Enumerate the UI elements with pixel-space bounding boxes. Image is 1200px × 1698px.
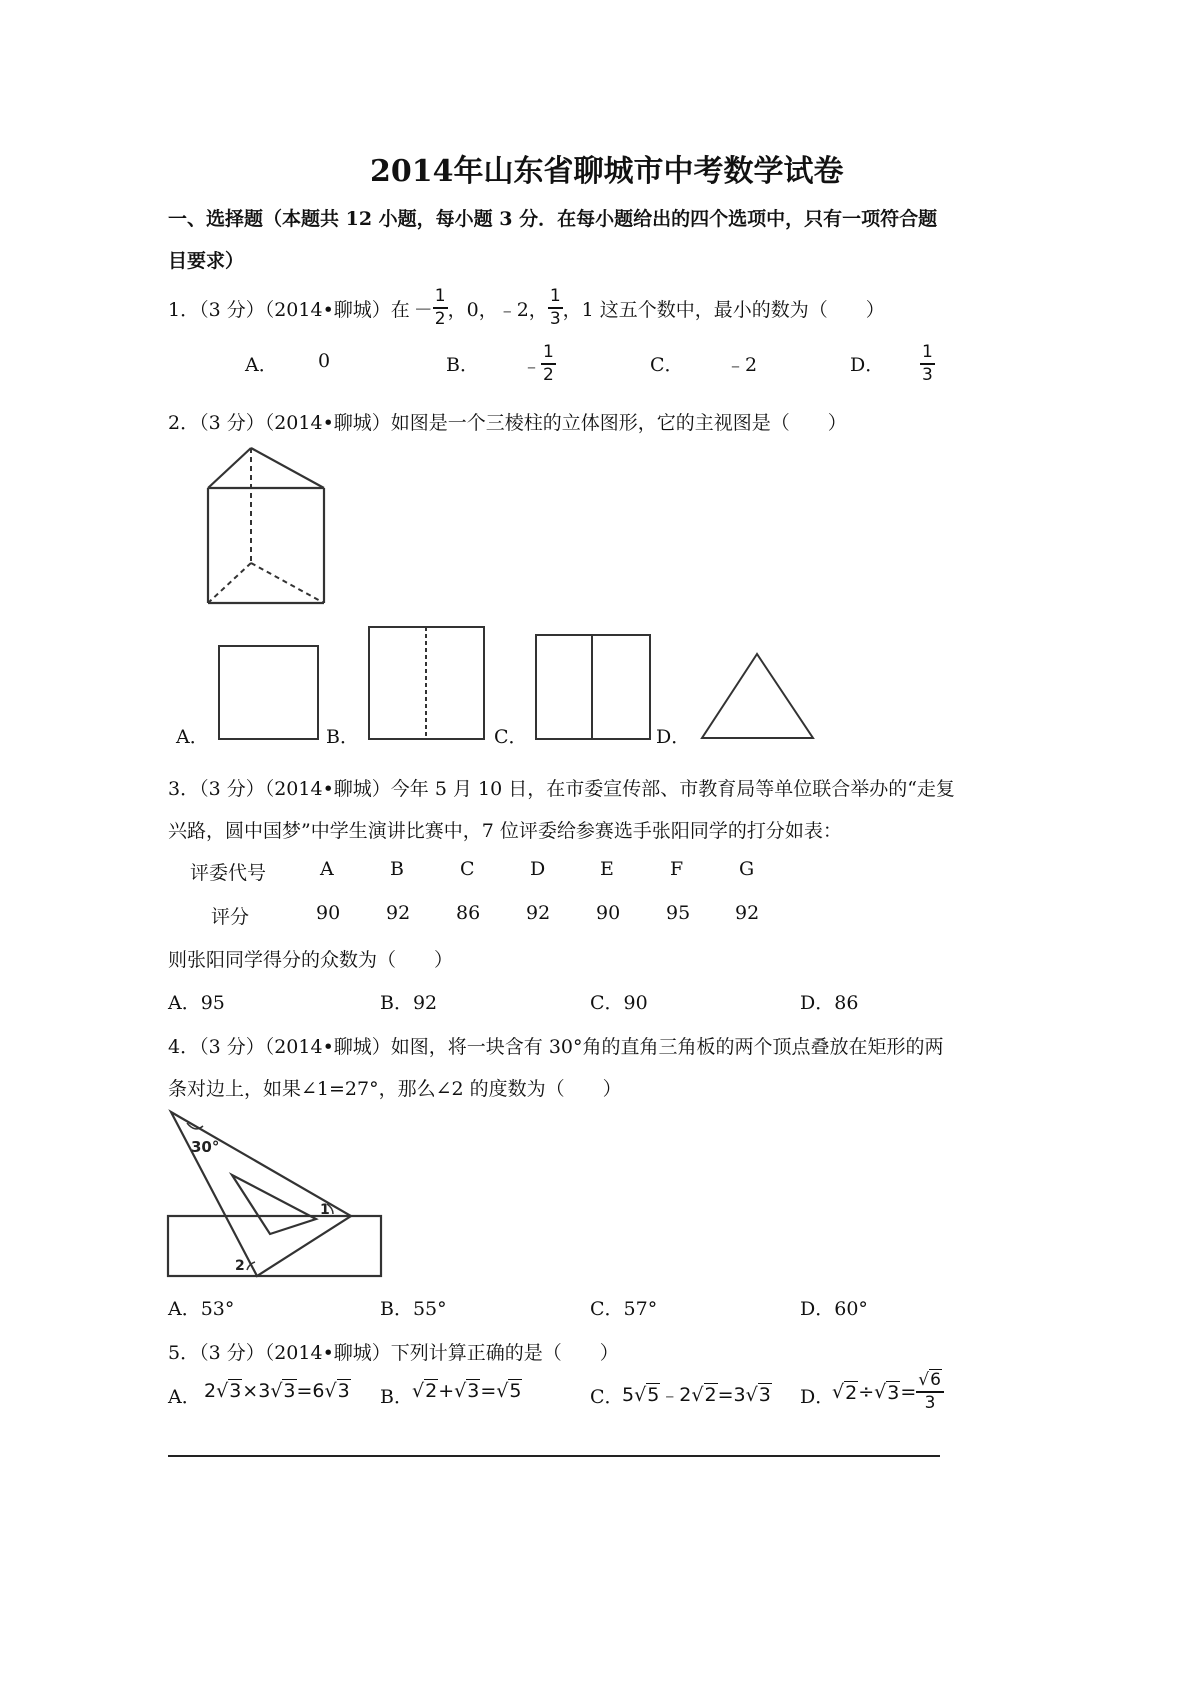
- page-title: 2014年山东省聊城市中考数学试卷: [370, 154, 844, 189]
- q2-option-a-label: A．: [176, 726, 209, 748]
- q2-option-b-label: B．: [326, 726, 359, 748]
- q1-mid: ，0，﹣2，: [447, 298, 548, 321]
- score-table-header-b: B: [390, 858, 404, 880]
- question-1: [168, 288, 885, 328]
- score-table-score-c: 86: [456, 902, 481, 924]
- score-table-header-label: 评委代号: [190, 862, 267, 884]
- q1-frac-third: $\frac{1}{3}$: [549, 286, 561, 329]
- q1-prefix: 1．（3 分）（2014•聊城）在: [168, 298, 410, 321]
- q5-option-a-label: A．: [168, 1386, 201, 1408]
- q1-minus: －: [413, 298, 433, 321]
- q3-option-b: B．92: [380, 992, 438, 1014]
- q1-frac-half: $\frac{1}{2}$: [434, 286, 446, 329]
- section-header-line1: 一、选择题（本题共 12 小题，每小题 3 分．在每小题给出的四个选项中，只有一项符合题: [168, 208, 938, 230]
- score-table-score-e: 90: [596, 902, 621, 924]
- q2-option-d-label: D．: [656, 726, 691, 748]
- question-3-line2: 兴路，圆中国梦”中学生演讲比赛中，7 位评委给参赛选手张阳同学的打分如表：: [168, 820, 842, 842]
- q5-option-c-label: C．: [590, 1386, 624, 1408]
- score-table-header-e: E: [600, 858, 614, 880]
- q1-option-c-value: ﹣2: [726, 354, 758, 376]
- q1-suffix: ，1 这五个数中，最小的数为（ ）: [562, 298, 885, 321]
- score-table-header-f: F: [670, 858, 684, 880]
- q1-option-b-value: ﹣ $\frac{1}{2}$: [522, 342, 554, 385]
- triangle-ruler-figure: [165, 1108, 385, 1280]
- q2-option-c-label: C．: [494, 726, 528, 748]
- q5-option-b-label: B．: [380, 1386, 413, 1408]
- q3-option-c: C．90: [590, 992, 648, 1014]
- q4-option-b: B．55°: [380, 1298, 447, 1320]
- question-2: 2．（3 分）（2014•聊城）如图是一个三棱柱的立体图形，它的主视图是（ ）: [168, 412, 847, 434]
- score-table-header-a: A: [320, 858, 334, 880]
- q3-option-d: D．86: [800, 992, 859, 1014]
- score-table-header-d: D: [530, 858, 546, 880]
- score-table-header-c: C: [460, 858, 475, 880]
- score-table-score-f: 95: [666, 902, 691, 924]
- angle-2-label: 2: [235, 1258, 245, 1274]
- question-3-line1: 3．（3 分）（2014•聊城）今年 5 月 10 日，在市委宣传部、市教育局等单位联合举办的“走复: [168, 778, 955, 800]
- q1-option-d-label: D．: [850, 354, 885, 376]
- footer-divider: [168, 1455, 940, 1457]
- section-header-line2: 目要求）: [168, 250, 245, 272]
- question-3-ask: 则张阳同学得分的众数为（ ）: [168, 949, 454, 971]
- q5-option-d-label: D．: [800, 1386, 835, 1408]
- score-table-score-a: 90: [316, 902, 341, 924]
- prism-figure: [200, 445, 330, 610]
- question-4-line2: 条对边上，如果∠1=27°，那么∠2 的度数为（ ）: [168, 1078, 622, 1100]
- q5-option-b-expr: √2+√3=√5: [412, 1380, 522, 1402]
- q2-option-d-triangle: [700, 652, 816, 741]
- q2-option-a-square: [218, 645, 320, 741]
- q1-option-a-label: A．: [245, 354, 278, 376]
- q1-option-a-value: 0: [318, 350, 331, 372]
- score-table-score-b: 92: [386, 902, 411, 924]
- score-table-score-label: 评分: [211, 906, 250, 928]
- score-table-score-g: 92: [735, 902, 760, 924]
- q4-option-c: C．57°: [590, 1298, 658, 1320]
- q5-option-d-expr: √ 2 ÷ √ 3 = $\frac{√6}{3}$: [832, 1372, 944, 1412]
- q4-option-a: A．53°: [168, 1298, 235, 1320]
- angle-30-label: 30°: [191, 1138, 220, 1156]
- question-5: 5．（3 分）（2014•聊城）下列计算正确的是（ ）: [168, 1342, 619, 1364]
- angle-1-label: 1: [320, 1202, 330, 1218]
- q5-option-a-expr: 2√3×3√3=6√3: [204, 1380, 350, 1402]
- q4-option-d: D．60°: [800, 1298, 868, 1320]
- q1-option-d-value: $\frac{1}{3}$: [922, 342, 933, 385]
- q1-option-b-label: B．: [446, 354, 479, 376]
- q2-option-c-solid-rect: [535, 634, 652, 741]
- q1-option-c-label: C．: [650, 354, 684, 376]
- score-table-header-g: G: [739, 858, 755, 880]
- q5-option-c-expr: 5√5﹣2√2=3√3: [622, 1384, 771, 1406]
- q3-option-a: A．95: [168, 992, 225, 1014]
- q2-option-b-dashed-rect: [368, 626, 486, 741]
- score-table-score-d: 92: [526, 902, 551, 924]
- question-4-line1: 4．（3 分）（2014•聊城）如图，将一块含有 30°角的直角三角板的两个顶点叠放在矩形的两: [168, 1036, 944, 1058]
